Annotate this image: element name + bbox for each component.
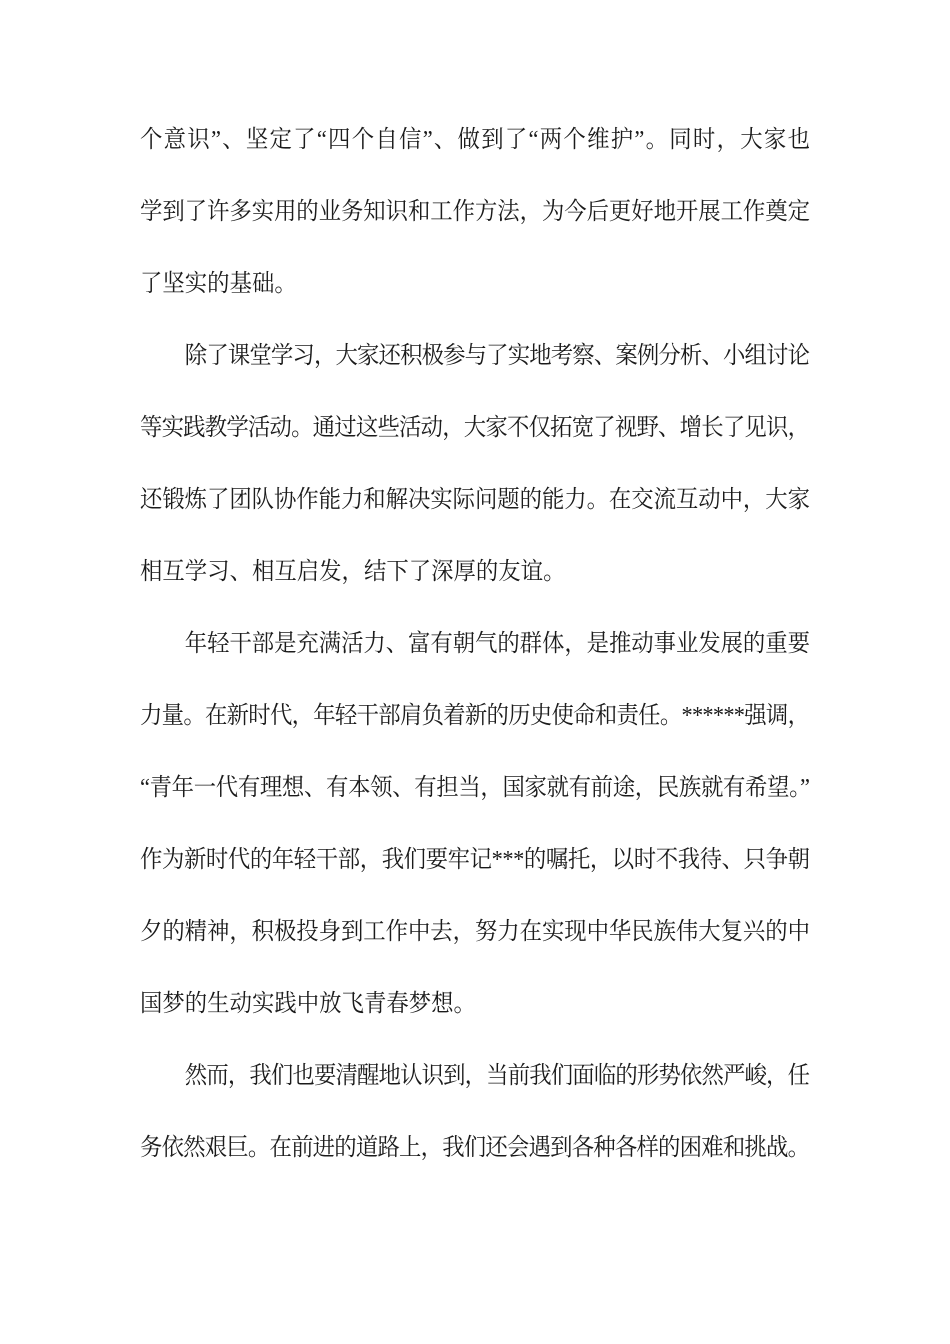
paragraph <box>140 320 810 608</box>
text-line-content: 了坚实的基础。 <box>140 271 297 297</box>
text-line <box>140 248 810 320</box>
text-line-content: 务依然艰巨。在前进的道路上，我们还会遇到各种各样的困难和挑战。 <box>140 1135 810 1161</box>
text-line <box>140 104 810 176</box>
text-line-content: 夕的精神，积极投身到工作中去，努力在实现中华民族伟大复兴的中 <box>140 919 810 945</box>
text-line <box>140 752 810 824</box>
text-line <box>140 680 810 752</box>
text-line <box>140 464 810 536</box>
text-line-content: “青年一代有理想、有本领、有担当，国家就有前途，民族就有希望。” <box>140 775 810 801</box>
text-line <box>140 896 810 968</box>
text-line-content: 国梦的生动实践中放飞青春梦想。 <box>140 991 476 1017</box>
text-line <box>140 176 810 248</box>
text-line-content: 个意识”、坚定了“四个自信”、做到了“两个维护”。同时，大家也 <box>140 127 812 153</box>
text-line-content: 力量。在新时代，年轻干部肩负着新的历史使命和责任。******强调， <box>140 703 810 729</box>
text-body <box>140 104 810 1184</box>
text-line <box>140 608 810 680</box>
text-line-content: 除了课堂学习，大家还积极参与了实地考察、案例分析、小组讨论 <box>184 343 810 369</box>
text-line-content: 等实践教学活动。通过这些活动，大家不仅拓宽了视野、增长了见识， <box>140 415 810 441</box>
text-line-content: 相互学习、相互启发，结下了深厚的友谊。 <box>140 559 566 585</box>
text-line <box>140 536 810 608</box>
text-line <box>140 824 810 896</box>
text-line-content: 还锻炼了团队协作能力和解决实际问题的能力。在交流互动中，大家 <box>140 487 810 513</box>
paragraph <box>140 104 810 320</box>
paragraph <box>140 1040 810 1184</box>
text-line <box>140 1040 810 1112</box>
text-line-content: 作为新时代的年轻干部，我们要牢记***的嘱托，以时不我待、只争朝 <box>140 847 810 873</box>
text-line-content: 然而，我们也要清醒地认识到，当前我们面临的形势依然严峻，任 <box>184 1063 810 1089</box>
text-line <box>140 392 810 464</box>
text-line <box>140 1112 810 1184</box>
text-line <box>140 968 810 1040</box>
text-line-content: 学到了许多实用的业务知识和工作方法，为今后更好地开展工作奠定 <box>140 199 810 225</box>
text-line <box>140 320 810 392</box>
paragraph <box>140 608 810 1040</box>
text-line-content: 年轻干部是充满活力、富有朝气的群体，是推动事业发展的重要 <box>184 631 810 657</box>
